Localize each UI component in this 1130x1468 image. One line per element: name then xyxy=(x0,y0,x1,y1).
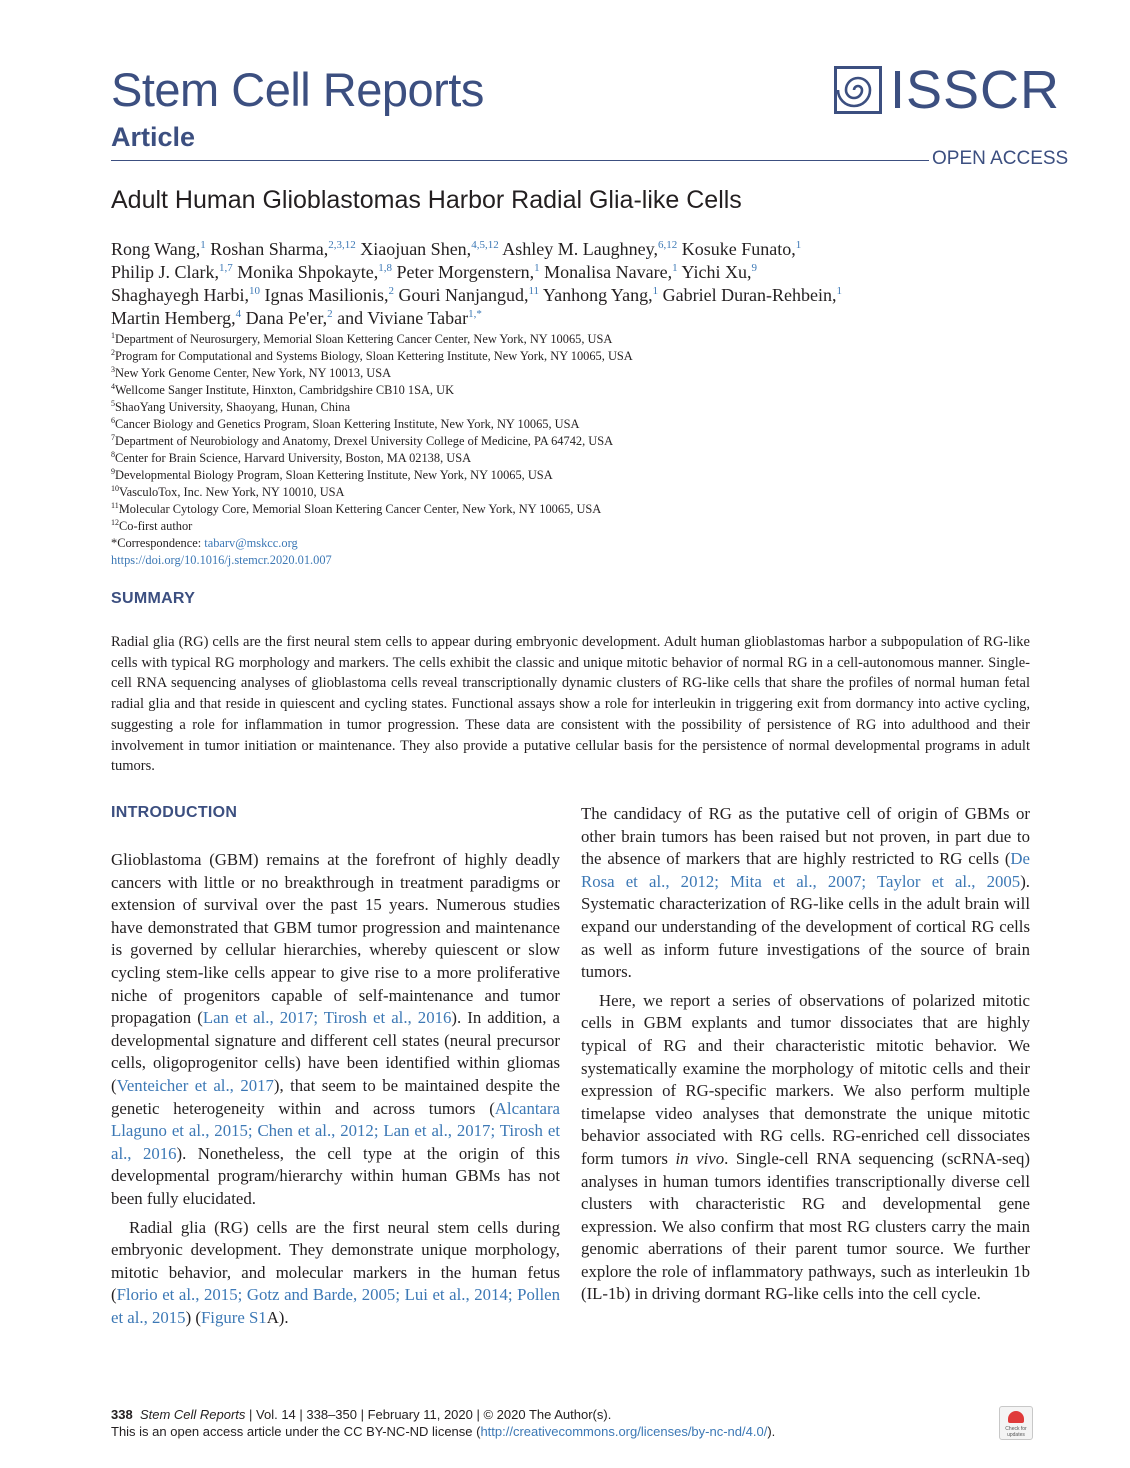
affiliation-number: 10 xyxy=(111,484,119,493)
author-line xyxy=(111,238,1011,261)
affiliation-item xyxy=(111,399,1011,416)
author-affiliation-ref[interactable]: 9 xyxy=(751,262,757,274)
check-for-updates-badge[interactable] xyxy=(999,1406,1033,1440)
author-name: Dana Pe'er, xyxy=(241,308,328,328)
affiliation-text: VasculoTox, Inc. New York, NY 10010, USA xyxy=(119,485,345,499)
author-list xyxy=(111,238,1011,330)
footer-citation-text: | Vol. 14 | 338–350 | February 11, 2020 | © 2020 The Author(s). xyxy=(245,1407,612,1422)
check-updates-label: Check for updates xyxy=(1005,1426,1027,1438)
affiliation-item xyxy=(111,501,1011,518)
author-name: Shaghayegh Harbi, xyxy=(111,285,249,305)
author-affiliation-ref[interactable]: 1 xyxy=(534,262,540,274)
emphasis-text: in vivo xyxy=(675,1148,725,1168)
affiliation-text: Wellcome Sanger Institute, Hinxton, Cambridgshire CB10 1SA, UK xyxy=(115,383,455,397)
affiliation-list xyxy=(111,331,1011,569)
affiliation-item xyxy=(111,382,1011,399)
affiliation-item xyxy=(111,518,1011,535)
affiliation-number: 2 xyxy=(111,348,115,357)
doi-link[interactable]: https://doi.org/10.1016/j.stemcr.2020.01.007 xyxy=(111,553,332,567)
doi xyxy=(111,552,1011,569)
intro-paragraph xyxy=(111,1217,560,1330)
citation-link[interactable]: Venteicher et al., 2017 xyxy=(116,1075,274,1095)
paragraph-text: A). xyxy=(266,1307,289,1327)
author-line xyxy=(111,261,1011,284)
author-affiliation-ref[interactable]: 11 xyxy=(528,285,540,297)
paragraph-text: Here, we report a series of observations of polarized mitotic cells in GBM explants and tumor dissociates that are highly typical of RG and their characteristic mitotic behavior. We systematically examine the morphology of mitotic cells and their expression of RG-specific markers. We also perform multiple timelapse video analyses that demonstrate the unique mitotic behavior associated with RG cells. RG-enriched cell dissociates form tumors xyxy=(581,990,1030,1168)
affiliation-text: Co-first author xyxy=(119,519,193,533)
affiliation-number: 9 xyxy=(111,467,115,476)
footer-citation xyxy=(111,1407,611,1422)
affiliation-text: Developmental Biology Program, Sloan Kettering Institute, New York, NY 10065, USA xyxy=(115,468,553,482)
paragraph-text: ) ( xyxy=(185,1307,201,1327)
author-affiliation-ref[interactable]: 10 xyxy=(248,285,260,297)
affiliation-number: 6 xyxy=(111,416,115,425)
citation-link[interactable]: Alcantara Llaguno et al., 2015; Chen et al., 2012; Lan et al., 2017; Tirosh et al., 2016 xyxy=(111,1098,560,1163)
affiliation-number: 12 xyxy=(111,518,119,527)
paragraph-text: . Single-cell RNA sequencing (scRNA-seq) analyses in human tumors identifies transcriptionally diverse cell clusters with characteristic RG and developmental gene expression. We also confirm that most RG clusters carry the main genomic aberrations of their parent tumor source. We further explore the role of inflammatory pathways, such as interleukin 1b (IL-1b) in driving dormant RG-like cells into the cell cycle. xyxy=(581,1148,1030,1304)
author-affiliation-ref[interactable]: 1 xyxy=(836,285,843,297)
citation-link[interactable]: De Rosa et al., 2012; Mita et al., 2007; Taylor et al., 2005 xyxy=(581,849,1030,891)
affiliation-item xyxy=(111,365,1011,382)
author-affiliation-ref[interactable]: 2,3,12 xyxy=(328,239,356,251)
paragraph-text: The candidacy of RG as the putative cell of origin of GBMs or other brain tumors has been raised but not proven, in part due to the absence of markers that are highly restricted to RG cells ( xyxy=(581,804,1030,869)
affiliation-item xyxy=(111,433,1011,450)
intro-column-right xyxy=(581,803,1030,1306)
affiliation-item xyxy=(111,467,1011,484)
journal-name: Stem Cell Reports xyxy=(111,63,484,116)
correspondence-email-link[interactable]: tabarv@mskcc.org xyxy=(204,536,298,550)
author-affiliation-ref[interactable]: 4 xyxy=(235,308,242,320)
affiliation-item xyxy=(111,484,1011,501)
affiliation-item xyxy=(111,450,1011,467)
affiliation-number: 11 xyxy=(111,501,119,510)
isscr-logo-text: ISSCR xyxy=(890,60,1061,120)
license-text: ). xyxy=(767,1424,776,1439)
author-name: Monalisa Navare, xyxy=(539,262,673,282)
author-name: Peter Morgenstern, xyxy=(392,262,535,282)
figure-link[interactable]: Figure S1 xyxy=(200,1307,267,1327)
affiliation-text: Department of Neurobiology and Anatomy, Drexel University College of Medicine, PA 64742, USA xyxy=(115,434,614,448)
author-line xyxy=(111,284,1011,307)
affiliation-item xyxy=(111,331,1011,348)
author-name: Ignas Masilionis, xyxy=(259,285,389,305)
author-name: Philip J. Clark, xyxy=(111,262,220,282)
article-title: Adult Human Glioblastomas Harbor Radial Glia-like Cells xyxy=(111,186,742,214)
author-affiliation-ref[interactable]: 4,5,12 xyxy=(471,239,499,251)
isscr-logo xyxy=(834,60,1089,120)
affiliation-text: Molecular Cytology Core, Memorial Sloan Kettering Cancer Center, New York, NY 10065, USA xyxy=(118,502,602,516)
author-affiliation-ref[interactable]: 1 xyxy=(200,239,206,251)
author-name: and Viviane Tabar xyxy=(332,308,469,328)
author-affiliation-ref[interactable]: 1,8 xyxy=(378,262,393,274)
author-name: Ashley M. Laughney, xyxy=(498,239,658,259)
author-name: Gabriel Duran-Rehbein, xyxy=(658,285,837,305)
isscr-logo-icon xyxy=(834,66,882,114)
affiliation-number: 5 xyxy=(111,399,115,408)
intro-paragraph xyxy=(111,849,560,1211)
page-number: 338 xyxy=(111,1407,133,1422)
affiliation-number: 8 xyxy=(111,450,115,459)
affiliation-number: 7 xyxy=(111,433,115,442)
open-access-label: OPEN ACCESS xyxy=(932,148,1069,169)
author-affiliation-ref[interactable]: 2 xyxy=(327,308,333,320)
author-name: Kosuke Funato, xyxy=(677,239,796,259)
license-text: This is an open access article under the CC BY-NC-ND license ( xyxy=(111,1424,481,1439)
check-updates-icon xyxy=(1008,1411,1024,1423)
paragraph-text: ). In addition, a developmental signature and different cell states (neural precursor cells, oligoprogenitor cells) have been identified within gliomas ( xyxy=(111,1008,561,1095)
author-affiliation-ref[interactable]: 1,7 xyxy=(219,262,233,274)
author-name: Yichi Xu, xyxy=(677,262,752,282)
author-affiliation-ref[interactable]: 1 xyxy=(795,239,802,251)
paragraph-text: ). Systematic characterization of RG-like cells in the adult brain will expand our understanding of the development of cortical RG cells as well as inform future investigations of the source of brain tumors. xyxy=(581,871,1030,982)
author-name: Xiaojuan Shen, xyxy=(355,239,472,259)
license-link[interactable]: http://creativecommons.org/licenses/by-nc-nd/4.0/ xyxy=(480,1424,768,1439)
author-affiliation-ref[interactable]: 2 xyxy=(388,285,394,297)
paragraph-text: Glioblastoma (GBM) remains at the forefront of highly deadly cancers with little or no breakthrough in treatment paradigms or extension of survival over the past 15 years. Numerous studies have demonstrated that GBM tumor progression and maintenance is governed by cellular hierarchies, whereby quiescent or slow cycling stem-like cells appear to give rise to a more proliferative niche of progenitors capable of self-maintenance and tumor propagation ( xyxy=(111,850,560,1028)
author-name: Yanhong Yang, xyxy=(539,285,653,305)
paragraph-text: ). Nonetheless, the cell type at the origin of this developmental program/hierarchy within human GBMs has not been fully elucidated. xyxy=(111,1143,561,1208)
footer-journal: Stem Cell Reports xyxy=(139,1407,246,1422)
paragraph-text: Radial glia (RG) cells are the first neural stem cells during embryonic development. They demonstrate unique morphology, mitotic behavior, and molecular markers in the human fetus ( xyxy=(111,1217,560,1305)
affiliation-number: 3 xyxy=(111,365,115,374)
author-name: Gouri Nanjangud, xyxy=(393,285,529,305)
introduction-heading: INTRODUCTION xyxy=(111,804,238,821)
intro-paragraph xyxy=(581,803,1030,984)
paragraph-text: ), that seem to be maintained despite the genetic heterogeneity within and across tumors ( xyxy=(111,1075,560,1118)
author-name: Monika Shpokayte, xyxy=(232,262,379,282)
summary-heading: SUMMARY xyxy=(111,590,196,607)
intro-paragraph xyxy=(581,990,1030,1306)
affiliation-item xyxy=(111,348,1011,365)
author-name: Rong Wang, xyxy=(111,239,201,259)
affiliation-text: Cancer Biology and Genetics Program, Sloan Kettering Institute, New York, NY 10065, USA xyxy=(115,417,580,431)
affiliation-item xyxy=(111,416,1011,433)
correspondence xyxy=(111,535,1011,552)
affiliation-number: 1 xyxy=(111,331,115,340)
correspondence-label: *Correspondence: xyxy=(111,536,205,550)
intro-column-left xyxy=(111,849,560,1329)
author-name: Martin Hemberg, xyxy=(111,308,236,328)
author-affiliation-ref[interactable]: 1 xyxy=(652,285,659,297)
footer-license xyxy=(111,1424,775,1439)
affiliation-text: ShaoYang University, Shaoyang, Hunan, China xyxy=(115,400,351,414)
citation-link[interactable]: Lan et al., 2017; Tirosh et al., 2016 xyxy=(202,1008,452,1028)
affiliation-number: 4 xyxy=(111,382,115,391)
author-affiliation-ref[interactable]: 1,* xyxy=(468,308,482,320)
citation-link[interactable]: Florio et al., 2015; Gotz and Barde, 2005; Lui et al., 2014; Pollen et al., 2015 xyxy=(111,1285,560,1327)
affiliation-text: Center for Brain Science, Harvard University, Boston, MA 02138, USA xyxy=(115,451,472,465)
author-affiliation-ref[interactable]: 1 xyxy=(672,262,678,274)
article-type-label: Article xyxy=(111,122,196,152)
summary-text: Radial glia (RG) cells are the first neural stem cells to appear during embryonic development. Adult human glioblastomas harbor a subpopulation of RG-like cells with typical RG morphology and markers. The cells exhibit the classic and unique mitotic behavior of normal RG in a cell-autonomous manner. Single-cell RNA sequencing analyses of glioblastoma cells reveal transcriptionally dynamic clusters of RG-like cells that share the profiles of normal human fetal radial glia and that reside in quiescent and cycling states. Functional assays show a role for interleukin in triggering exit from dormancy into active cycling, suggesting a role for inflammation in tumor progression. These data are consistent with the possibility of persistence of RG into adulthood and their involvement in tumor initiation or maintenance. They also provide a putative cellular basis for the persistence of normal developmental programs in adult tumors. xyxy=(111,634,1030,775)
author-name: Roshan Sharma, xyxy=(205,239,329,259)
affiliation-text: New York Genome Center, New York, NY 10013, USA xyxy=(115,366,392,380)
author-affiliation-ref[interactable]: 6,12 xyxy=(658,239,678,251)
header-rule xyxy=(111,160,929,161)
affiliation-text: Program for Computational and Systems Biology, Sloan Kettering Institute, New York, NY 10065, USA xyxy=(115,349,633,363)
affiliation-text: Department of Neurosurgery, Memorial Sloan Kettering Cancer Center, New York, NY 10065, USA xyxy=(115,332,613,346)
author-line xyxy=(111,307,1011,330)
